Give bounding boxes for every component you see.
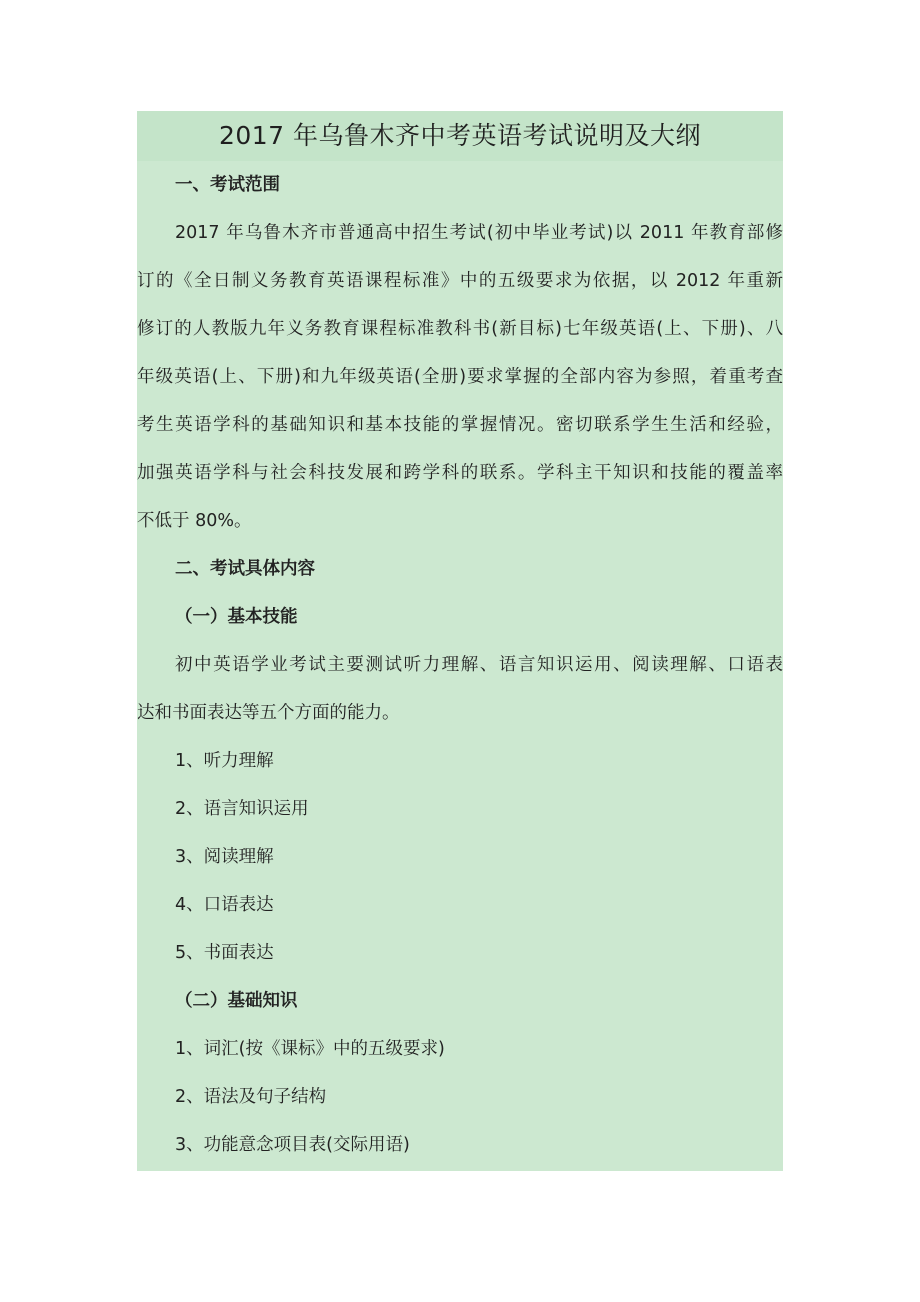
list-item: 1、听力理解	[175, 751, 274, 771]
paragraph-line: 不低于 80%。	[137, 511, 252, 531]
paragraph-line: 达和书面表达等五个方面的能力。	[137, 703, 400, 723]
list-item: 1、词汇(按《课标》中的五级要求)	[175, 1039, 445, 1059]
list-item: 4、口语表达	[175, 895, 274, 915]
paragraph-line: 订的《全日制义务教育英语课程标准》中的五级要求为依据，以 2012 年重新	[137, 271, 783, 291]
section-heading-exam-scope: 一、考试范围	[175, 175, 280, 195]
paragraph-line: 考生英语学科的基础知识和基本技能的掌握情况。密切联系学生生活和经验，	[137, 415, 783, 435]
list-item: 2、语法及句子结构	[175, 1087, 327, 1107]
subsection-heading-basic-skills: （一）基本技能	[175, 607, 298, 627]
list-item: 3、功能意念项目表(交际用语)	[175, 1135, 410, 1155]
paragraph-line: 修订的人教版九年义务教育课程标准教科书(新目标)七年级英语(上、下册)、八	[137, 319, 783, 339]
list-item: 5、书面表达	[175, 943, 274, 963]
section-heading-exam-content: 二、考试具体内容	[175, 559, 315, 579]
paragraph-line: 初中英语学业考试主要测试听力理解、语言知识运用、阅读理解、口语表	[175, 655, 783, 675]
paragraph-line: 2017 年乌鲁木齐市普通高中招生考试(初中毕业考试)以 2011 年教育部修	[175, 223, 783, 243]
paragraph-line: 年级英语(上、下册)和九年级英语(全册)要求掌握的全部内容为参照，着重考查	[137, 367, 783, 387]
list-item: 3、阅读理解	[175, 847, 274, 867]
subsection-heading-basic-knowledge: （二）基础知识	[175, 991, 298, 1011]
document-title: 2017 年乌鲁木齐中考英语考试说明及大纲	[137, 111, 783, 161]
list-item: 2、语言知识运用	[175, 799, 309, 819]
document-page	[137, 111, 783, 1171]
paragraph-line: 加强英语学科与社会科技发展和跨学科的联系。学科主干知识和技能的覆盖率	[137, 463, 783, 483]
